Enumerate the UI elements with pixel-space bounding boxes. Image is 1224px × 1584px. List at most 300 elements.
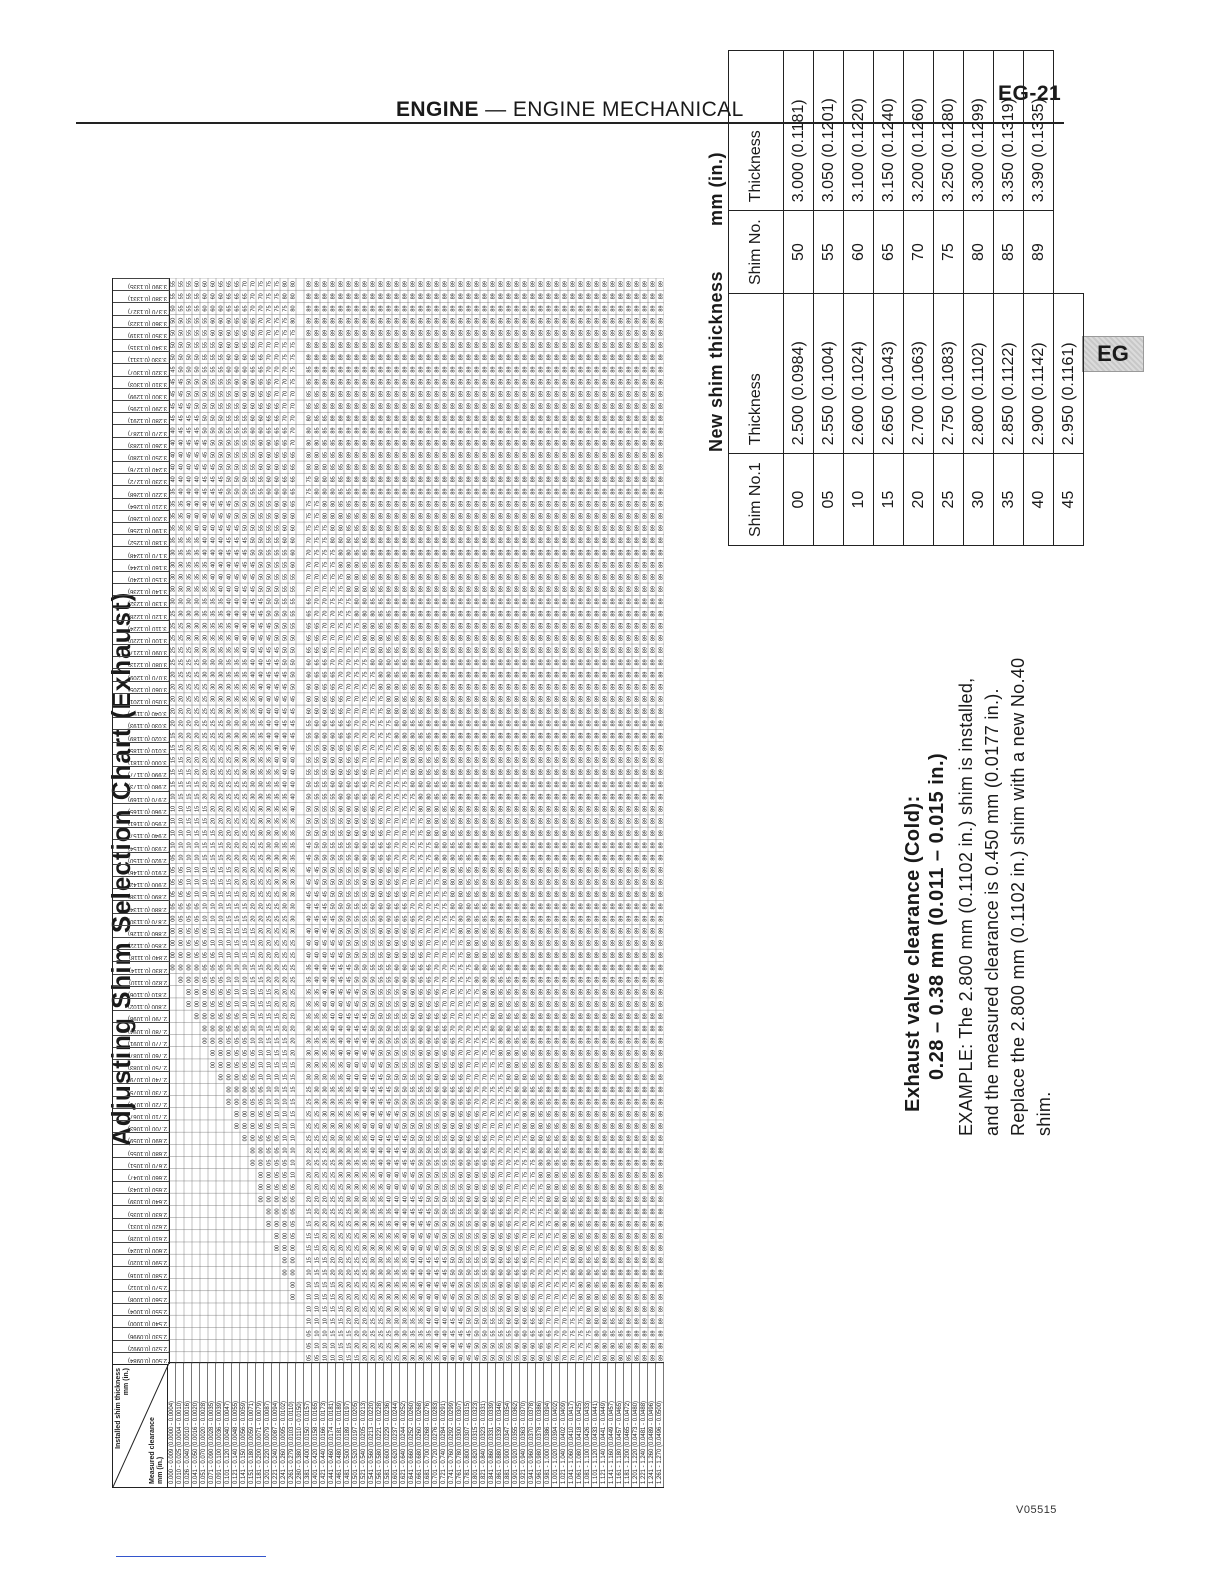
- grid-shim-code: 89: [555, 1013, 561, 1019]
- grid-shim-code: 89: [563, 989, 569, 995]
- grid-shim-code: 35: [179, 501, 185, 507]
- grid-shim-code: 89: [467, 672, 473, 678]
- grid-shim-code: 65: [307, 623, 313, 629]
- grid-shim-code: 89: [563, 366, 569, 372]
- grid-shim-code: 89: [563, 1001, 569, 1007]
- grid-shim-code: 70: [251, 305, 257, 311]
- grid-shim-code: 55: [259, 501, 265, 507]
- grid-shim-code: 89: [387, 427, 393, 433]
- grid-shim-code: 89: [499, 830, 505, 836]
- grid-shim-code: 89: [619, 916, 625, 922]
- grid-shim-code: 15: [307, 1221, 313, 1227]
- grid-shim-code: 55: [435, 1160, 441, 1166]
- grid-shim-code: 70: [539, 1294, 545, 1300]
- grid-shim-code: 89: [539, 916, 545, 922]
- grid-shim-code: 45: [275, 696, 281, 702]
- grid-shim-code: 40: [171, 452, 177, 458]
- grid-shim-code: 85: [435, 769, 441, 775]
- grid-shim-code: 89: [571, 1147, 577, 1153]
- installed-shim-value: 3.190 (0.1256): [128, 527, 167, 533]
- grid-shim-code: 89: [491, 635, 497, 641]
- grid-shim-code: 25: [347, 1208, 353, 1214]
- grid-shim-code: 89: [587, 525, 593, 531]
- grid-shim-code: 89: [611, 427, 617, 433]
- grid-shim-code: 80: [451, 903, 457, 909]
- installed-shim-column-header: [113, 730, 169, 742]
- grid-shim-code: 10: [259, 1025, 265, 1031]
- grid-shim-code: 89: [555, 769, 561, 775]
- grid-shim-code: 89: [587, 318, 593, 324]
- grid-shim-code: 60: [403, 964, 409, 970]
- grid-shim-code: 89: [539, 891, 545, 897]
- grid-shim-code: 89: [603, 733, 609, 739]
- grid-shim-code: 60: [387, 903, 393, 909]
- grid-shim-code: 35: [259, 757, 265, 763]
- grid-shim-code: 40: [243, 623, 249, 629]
- grid-shim-code: 65: [459, 1086, 465, 1092]
- grid-shim-code: 89: [555, 1062, 561, 1068]
- grid-shim-code: 35: [307, 977, 313, 983]
- grid-shim-code: 25: [171, 623, 177, 629]
- grid-shim-code: 75: [515, 1123, 521, 1129]
- grid-shim-code: 15: [195, 806, 201, 812]
- measured-clearance-row-label: 0.181 - 0.200 (0.0071 - 0.0079): [256, 1363, 264, 1487]
- grid-shim-code: 89: [523, 794, 529, 800]
- grid-shim-code: 89: [499, 769, 505, 775]
- grid-shim-code: 05: [203, 977, 209, 983]
- grid-shim-code: 70: [459, 1025, 465, 1031]
- grid-shim-code: 30: [267, 818, 273, 824]
- grid-shim-code: 60: [419, 1038, 425, 1044]
- grid-shim-code: 89: [363, 366, 369, 372]
- grid-shim-code: 30: [291, 928, 297, 934]
- grid-shim-code: 89: [379, 330, 385, 336]
- grid-shim-code: 55: [187, 330, 193, 336]
- grid-shim-code: 89: [619, 1257, 625, 1263]
- grid-shim-code: 89: [371, 513, 377, 519]
- grid-shim-code: 10: [171, 830, 177, 836]
- grid-shim-code: 89: [347, 427, 353, 433]
- grid-shim-code: 45: [323, 928, 329, 934]
- grid-shim-code: 70: [507, 1172, 513, 1178]
- grid-shim-code: 70: [555, 1318, 561, 1324]
- grid-shim-code: 05: [291, 1196, 297, 1202]
- grid-shim-code: 89: [563, 1074, 569, 1080]
- grid-shim-code: 45: [379, 1111, 385, 1117]
- grid-shim-code: 89: [363, 476, 369, 482]
- grid-shim-code: 89: [475, 403, 481, 409]
- grid-shim-code: 89: [419, 366, 425, 372]
- grid-shim-code: 89: [619, 879, 625, 885]
- grid-shim-code: 85: [595, 1269, 601, 1275]
- grid-shim-code: 75: [283, 305, 289, 311]
- grid-shim-code: 89: [587, 1208, 593, 1214]
- grid-shim-code: 89: [619, 696, 625, 702]
- grid-shim-code: 40: [427, 1306, 433, 1312]
- grid-shim-code: 89: [499, 574, 505, 580]
- grid-shim-code: 89: [427, 293, 433, 299]
- grid-shim-code: 40: [187, 513, 193, 519]
- grid-shim-code: 89: [531, 659, 537, 665]
- grid-shim-code: 55: [235, 440, 241, 446]
- grid-shim-code: 89: [459, 537, 465, 543]
- grid-shim-code: 89: [619, 391, 625, 397]
- grid-shim-code: 25: [235, 794, 241, 800]
- grid-shim-code: 50: [347, 916, 353, 922]
- grid-shim-code: 00: [259, 1160, 265, 1166]
- grid-shim-code: 55: [267, 525, 273, 531]
- grid-shim-code: 25: [227, 745, 233, 751]
- grid-shim-code: 89: [547, 354, 553, 360]
- grid-shim-code: 60: [387, 952, 393, 958]
- grid-shim-code: 89: [611, 549, 617, 555]
- grid-shim-code: 25: [395, 1355, 401, 1361]
- grid-shim-code: 89: [563, 757, 569, 763]
- grid-shim-code: 20: [291, 1038, 297, 1044]
- grid-shim-code: 89: [619, 281, 625, 287]
- grid-shim-code: 35: [427, 1355, 433, 1361]
- grid-shim-code: 75: [403, 806, 409, 812]
- grid-shim-code: 89: [451, 281, 457, 287]
- grid-shim-code: 60: [259, 452, 265, 458]
- grid-shim-code: 30: [339, 1135, 345, 1141]
- grid-shim-code: 89: [363, 293, 369, 299]
- grid-shim-code: 70: [363, 745, 369, 751]
- grid-shim-code: 35: [379, 1208, 385, 1214]
- grid-shim-code: 89: [563, 598, 569, 604]
- grid-shim-code: 75: [491, 1062, 497, 1068]
- grid-shim-code: 55: [203, 318, 209, 324]
- grid-shim-code: 40: [187, 488, 193, 494]
- grid-shim-code: 89: [459, 610, 465, 616]
- grid-shim-code: 89: [547, 1013, 553, 1019]
- grid-shim-code: 89: [507, 708, 513, 714]
- grid-shim-code: 89: [595, 537, 601, 543]
- grid-shim-code: 89: [355, 476, 361, 482]
- grid-shim-code: 50: [283, 623, 289, 629]
- grid-shim-code: 89: [379, 318, 385, 324]
- grid-shim-code: 60: [211, 281, 217, 287]
- grid-shim-code: 70: [499, 1172, 505, 1178]
- installed-shim-column-header: [113, 583, 169, 595]
- grid-shim-code: 89: [491, 379, 497, 385]
- grid-shim-code: 89: [499, 903, 505, 909]
- grid-shim-code: 89: [579, 952, 585, 958]
- grid-shim-code: 25: [267, 891, 273, 897]
- grid-shim-code: 89: [531, 879, 537, 885]
- grid-shim-code: 25: [323, 1135, 329, 1141]
- grid-shim-code: 89: [515, 684, 521, 690]
- grid-shim-code: 89: [595, 1135, 601, 1141]
- grid-shim-code: 70: [323, 586, 329, 592]
- grid-shim-code: 89: [387, 501, 393, 507]
- grid-shim-code: 89: [547, 415, 553, 421]
- grid-shim-code: 85: [507, 977, 513, 983]
- grid-shim-code: 89: [523, 659, 529, 665]
- grid-shim-code: 89: [587, 818, 593, 824]
- grid-shim-code: 50: [387, 1062, 393, 1068]
- grid-shim-code: 85: [443, 781, 449, 787]
- grid-shim-code: 89: [627, 1086, 633, 1092]
- grid-shim-code: 80: [515, 1074, 521, 1080]
- grid-shim-code: 65: [259, 391, 265, 397]
- grid-shim-code: 65: [275, 403, 281, 409]
- grid-shim-code: 00: [267, 1184, 273, 1190]
- grid-shim-code: 89: [611, 1123, 617, 1129]
- grid-shim-code: 25: [307, 1135, 313, 1141]
- grid-shim-code: 89: [483, 806, 489, 812]
- grid-shim-code: 89: [603, 476, 609, 482]
- grid-shim-code: 45: [403, 1172, 409, 1178]
- grid-shim-code: 55: [283, 598, 289, 604]
- grid-shim-code: 89: [427, 672, 433, 678]
- grid-shim-code: 40: [179, 476, 185, 482]
- grid-shim-code: 89: [563, 305, 569, 311]
- grid-shim-code: 30: [235, 757, 241, 763]
- grid-shim-code: 65: [523, 1257, 529, 1263]
- grid-shim-code: 89: [507, 586, 513, 592]
- grid-shim-code: 30: [355, 1196, 361, 1202]
- grid-shim-code: 30: [171, 598, 177, 604]
- grid-shim-code: 89: [435, 562, 441, 568]
- grid-shim-code: 89: [627, 830, 633, 836]
- grid-shim-code: 85: [411, 696, 417, 702]
- grid-shim-code: 89: [555, 488, 561, 494]
- grid-shim-code: 89: [627, 1172, 633, 1178]
- grid-shim-code: 89: [611, 1025, 617, 1031]
- installed-shim-column-header: [113, 1352, 169, 1364]
- grid-shim-code: 40: [227, 574, 233, 580]
- grid-shim-code: 75: [427, 867, 433, 873]
- grid-shim-code: 89: [603, 440, 609, 446]
- grid-shim-code: 89: [355, 452, 361, 458]
- grid-shim-code: 65: [235, 305, 241, 311]
- grid-shim-code: 00: [171, 928, 177, 934]
- grid-shim-code: 10: [323, 1343, 329, 1349]
- grid-shim-code: 45: [411, 1184, 417, 1190]
- grid-shim-code: 75: [515, 1135, 521, 1141]
- grid-shim-code: 89: [523, 610, 529, 616]
- grid-shim-code: 89: [539, 452, 545, 458]
- grid-shim-code: 89: [587, 720, 593, 726]
- grid-shim-code: 45: [355, 1013, 361, 1019]
- grid-shim-code: 15: [283, 1050, 289, 1056]
- grid-shim-code: 30: [363, 1208, 369, 1214]
- grid-shim-code: 89: [411, 281, 417, 287]
- grid-shim-code: 80: [507, 1062, 513, 1068]
- grid-shim-code: 85: [467, 867, 473, 873]
- grid-shim-code: 45: [211, 488, 217, 494]
- grid-shim-code: 89: [595, 745, 601, 751]
- grid-shim-code: 80: [315, 440, 321, 446]
- grid-shim-code: 85: [587, 1221, 593, 1227]
- grid-shim-code: 89: [579, 989, 585, 995]
- installed-shim-value: 2.890 (0.1138): [128, 893, 167, 899]
- grid-shim-code: 89: [515, 879, 521, 885]
- grid-shim-code: 75: [395, 757, 401, 763]
- grid-shim-code: 89: [539, 354, 545, 360]
- installed-shim-value: 2.870 (0.1130): [128, 918, 167, 924]
- grid-shim-code: 20: [363, 1330, 369, 1336]
- installed-shim-column-header: [113, 351, 169, 363]
- grid-shim-code: 25: [251, 830, 257, 836]
- grid-shim-code: 75: [411, 806, 417, 812]
- grid-shim-code: 30: [371, 1233, 377, 1239]
- grid-shim-code: 89: [579, 659, 585, 665]
- grid-shim-code: 89: [515, 305, 521, 311]
- grid-shim-code: 25: [235, 769, 241, 775]
- grid-shim-code: 75: [483, 1025, 489, 1031]
- grid-shim-code: 89: [339, 318, 345, 324]
- grid-shim-code: 25: [387, 1330, 393, 1336]
- grid-shim-code: 89: [443, 318, 449, 324]
- grid-shim-code: 55: [259, 525, 265, 531]
- grid-shim-code: 89: [579, 696, 585, 702]
- grid-shim-code: 35: [259, 745, 265, 751]
- grid-shim-code: 89: [539, 562, 545, 568]
- grid-shim-code: 15: [219, 842, 225, 848]
- grid-shim-code: 89: [571, 647, 577, 653]
- grid-shim-code: 40: [339, 1001, 345, 1007]
- grid-shim-code: 35: [219, 610, 225, 616]
- grid-shim-code: 70: [483, 1123, 489, 1129]
- grid-shim-code: 15: [307, 1245, 313, 1251]
- grid-shim-code: 89: [355, 488, 361, 494]
- grid-shim-code: 45: [243, 574, 249, 580]
- grid-shim-code: 15: [331, 1306, 337, 1312]
- grid-shim-code: 89: [555, 684, 561, 690]
- grid-shim-code: 20: [307, 1196, 313, 1202]
- grid-shim-code: 60: [443, 1099, 449, 1105]
- grid-shim-code: 70: [275, 342, 281, 348]
- grid-shim-code: 89: [563, 781, 569, 787]
- grid-shim-code: 89: [411, 403, 417, 409]
- section-tab-eg[interactable]: EG: [1082, 336, 1144, 372]
- grid-shim-code: 89: [587, 476, 593, 482]
- grid-shim-code: 89: [515, 989, 521, 995]
- measured-clearance-row-label: 0.381 - 0.400 (0.0150 - 0.0157): [304, 1363, 312, 1487]
- grid-shim-code: 25: [355, 1233, 361, 1239]
- grid-shim-code: 45: [195, 440, 201, 446]
- grid-shim-code: 89: [595, 1172, 601, 1178]
- grid-shim-code: 85: [571, 1208, 577, 1214]
- grid-shim-code: 65: [227, 305, 233, 311]
- grid-shim-code: 65: [531, 1318, 537, 1324]
- grid-shim-code: 20: [259, 928, 265, 934]
- grid-shim-code: 15: [219, 867, 225, 873]
- grid-shim-code: 89: [395, 562, 401, 568]
- grid-shim-code: 89: [619, 928, 625, 934]
- grid-shim-code: 89: [539, 842, 545, 848]
- grid-shim-code: 65: [259, 403, 265, 409]
- grid-shim-code: 89: [619, 537, 625, 543]
- grid-shim-code: 89: [619, 488, 625, 494]
- grid-shim-code: 89: [499, 354, 505, 360]
- grid-shim-code: 65: [323, 672, 329, 678]
- grid-shim-code: 65: [355, 781, 361, 787]
- grid-shim-code: 89: [619, 513, 625, 519]
- grid-shim-code: 65: [443, 1050, 449, 1056]
- installed-shim-column-header: [113, 607, 169, 619]
- grid-shim-code: 89: [355, 318, 361, 324]
- grid-shim-code: 60: [211, 318, 217, 324]
- grid-shim-code: 35: [275, 794, 281, 800]
- grid-shim-code: 35: [187, 574, 193, 580]
- grid-shim-code: 55: [243, 464, 249, 470]
- grid-shim-code: 30: [323, 1123, 329, 1129]
- grid-shim-code: 80: [523, 1111, 529, 1117]
- grid-shim-code: 89: [499, 928, 505, 934]
- grid-shim-code: 75: [443, 891, 449, 897]
- grid-shim-code: 75: [523, 1184, 529, 1190]
- installed-shim-column-header: [113, 717, 169, 729]
- grid-shim-code: 45: [371, 1038, 377, 1044]
- grid-shim-code: 89: [523, 342, 529, 348]
- grid-shim-code: 89: [531, 415, 537, 421]
- grid-shim-code: 89: [539, 574, 545, 580]
- grid-shim-code: 60: [387, 916, 393, 922]
- grid-shim-code: 35: [195, 574, 201, 580]
- grid-shim-code: 85: [395, 659, 401, 665]
- grid-shim-code: 25: [243, 806, 249, 812]
- grid-shim-code: 89: [419, 476, 425, 482]
- grid-shim-code: 40: [203, 501, 209, 507]
- grid-shim-code: 89: [555, 293, 561, 299]
- grid-shim-code: 89: [611, 659, 617, 665]
- grid-shim-code: 89: [555, 342, 561, 348]
- grid-shim-code: 50: [427, 1172, 433, 1178]
- grid-shim-code: 89: [547, 1001, 553, 1007]
- grid-shim-code: 75: [491, 1074, 497, 1080]
- grid-shim-code: 05: [219, 989, 225, 995]
- grid-shim-code: 65: [443, 1038, 449, 1044]
- grid-shim-code: 89: [515, 781, 521, 787]
- grid-shim-code: 89: [595, 647, 601, 653]
- grid-shim-code: 80: [571, 1233, 577, 1239]
- grid-shim-code: 00: [291, 1257, 297, 1263]
- installed-shim-column-header: [113, 1035, 169, 1047]
- grid-shim-code: 30: [315, 1086, 321, 1092]
- grid-shim-code: 89: [603, 305, 609, 311]
- grid-shim-code: 40: [283, 781, 289, 787]
- grid-shim-code: 40: [339, 1038, 345, 1044]
- grid-shim-code: 89: [579, 354, 585, 360]
- installed-shim-value: 2.610 (0.1028): [128, 1235, 167, 1241]
- grid-shim-code: 15: [243, 952, 249, 958]
- grid-shim-code: 80: [483, 977, 489, 983]
- grid-shim-code: 85: [507, 1013, 513, 1019]
- grid-shim-code: 45: [371, 1062, 377, 1068]
- grid-shim-code: 89: [507, 391, 513, 397]
- grid-shim-code: 80: [307, 415, 313, 421]
- grid-shim-code: 40: [251, 672, 257, 678]
- grid-shim-code: 15: [315, 1257, 321, 1263]
- grid-shim-code: 60: [531, 1355, 537, 1361]
- grid-shim-code: 89: [595, 1062, 601, 1068]
- grid-shim-code: 89: [555, 879, 561, 885]
- grid-shim-code: 60: [243, 366, 249, 372]
- grid-shim-code: 60: [243, 391, 249, 397]
- installed-shim-column-header: [113, 742, 169, 754]
- grid-shim-code: 89: [459, 745, 465, 751]
- grid-shim-code: 55: [211, 391, 217, 397]
- grid-shim-code: 89: [475, 684, 481, 690]
- grid-shim-code: 89: [627, 1330, 633, 1336]
- grid-shim-code: 25: [187, 659, 193, 665]
- grid-shim-code: 89: [587, 855, 593, 861]
- grid-shim-code: 60: [355, 818, 361, 824]
- grid-shim-code: 50: [323, 867, 329, 873]
